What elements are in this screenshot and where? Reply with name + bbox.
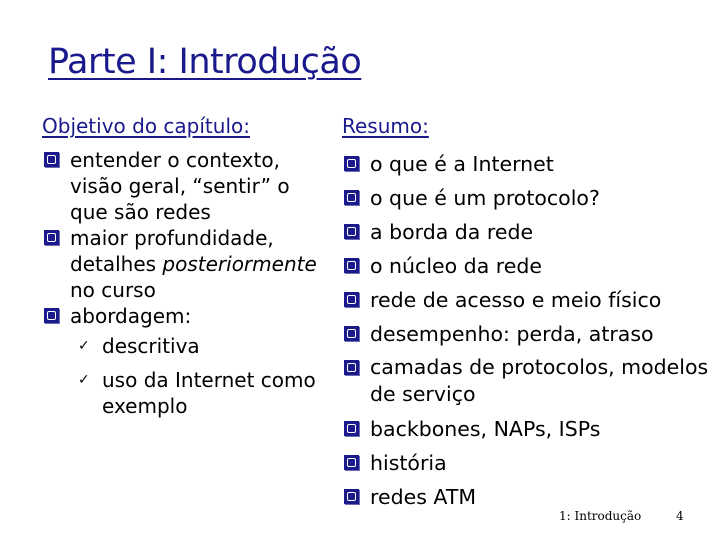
item-text: história (370, 451, 447, 475)
list-item (342, 147, 712, 181)
bullet-icon (344, 455, 359, 470)
bullet-text-after: no curso (70, 278, 156, 302)
bullet-text-before: maior profundidade, detalhes (70, 226, 274, 276)
list-item (342, 249, 712, 283)
list-item (342, 215, 712, 249)
bullet-icon (44, 230, 59, 245)
bullet-icon (44, 152, 59, 167)
list-item (42, 147, 332, 225)
bullet-text-emphasis: posteriormente (162, 252, 317, 276)
bullet-text: abordagem: (70, 304, 192, 328)
list-item (42, 225, 332, 303)
bullet-icon (344, 326, 359, 341)
approach-sublist (70, 333, 332, 419)
bullet-icon (344, 156, 359, 171)
list-item (42, 303, 332, 419)
item-text: rede de acesso e meio físico (370, 288, 662, 312)
item-text: redes ATM (370, 485, 477, 509)
sub-list-item (70, 333, 332, 359)
list-item (342, 283, 712, 317)
list-item (342, 317, 712, 351)
bullet-icon (344, 224, 359, 239)
list-item (342, 351, 712, 412)
item-text: a borda da rede (370, 220, 534, 244)
item-text: camadas de protocolos, modelos de serviço (370, 355, 709, 406)
list-item (342, 446, 712, 480)
bullet-text: entender o contexto, visão geral, “sentir” o que são redes (70, 148, 290, 224)
bullet-icon (344, 489, 359, 504)
bullet-icon (344, 421, 359, 436)
summary-column (342, 113, 712, 514)
checkmark-icon: ✓ (78, 372, 90, 388)
bullet-icon (344, 292, 359, 307)
bullet-icon (344, 360, 359, 375)
item-text: o núcleo da rede (370, 254, 542, 278)
bullet-icon (344, 258, 359, 273)
sub-item-text: uso da Internet como exemplo (102, 368, 316, 418)
item-text: desempenho: perda, atraso (370, 322, 654, 346)
objectives-list (42, 147, 332, 419)
item-text: o que é um protocolo? (370, 186, 600, 210)
objectives-heading: Objetivo do capítulo: (42, 114, 250, 138)
footer-chapter-label: 1: Introdução (559, 509, 642, 523)
list-item (342, 480, 712, 514)
item-text: backbones, NAPs, ISPs (370, 417, 601, 441)
sub-item-text: descritiva (102, 334, 200, 358)
summary-list (342, 147, 712, 514)
bullet-icon (344, 190, 359, 205)
item-text: o que é a Internet (370, 152, 554, 176)
list-item (342, 181, 712, 215)
checkmark-icon: ✓ (78, 338, 90, 354)
list-item (342, 412, 712, 446)
summary-heading: Resumo: (342, 114, 429, 138)
bullet-icon (44, 308, 59, 323)
objectives-column (42, 113, 332, 427)
slide-title: Parte I: Introdução (48, 42, 362, 82)
page-number: 4 (676, 509, 684, 523)
sub-list-item (70, 367, 332, 419)
